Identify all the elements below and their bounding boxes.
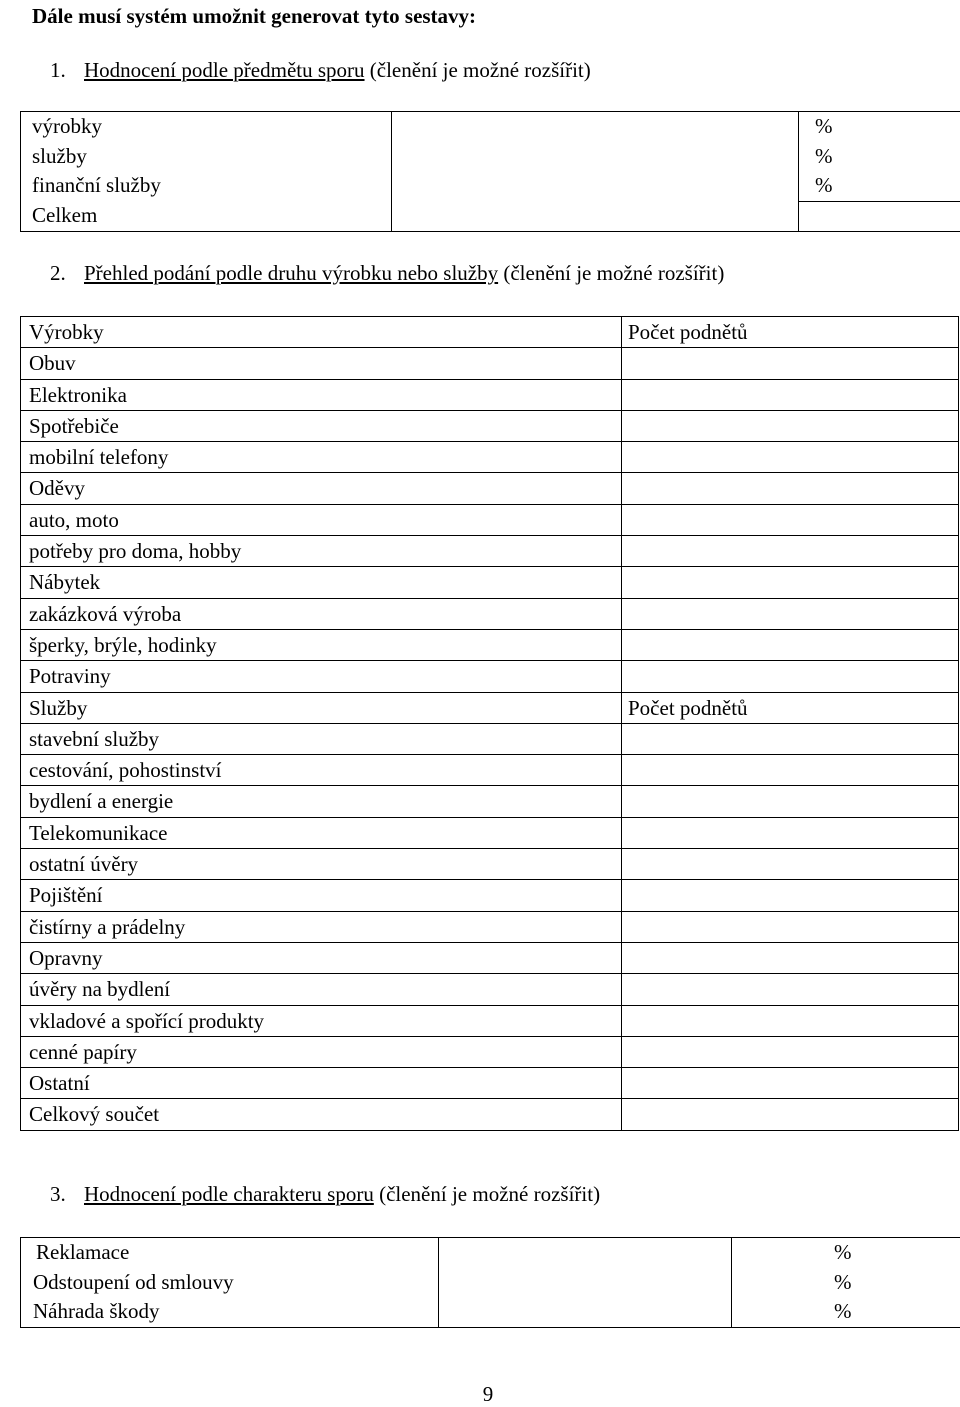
table-row xyxy=(21,142,960,172)
row-label: bydlení a energie xyxy=(21,786,622,817)
section-2-number: 2. xyxy=(50,261,66,285)
count-cell xyxy=(622,379,959,410)
table-row xyxy=(21,755,959,786)
section-3-title-underlined: Hodnocení podle charakteru sporu xyxy=(84,1182,374,1206)
count-cell xyxy=(622,1036,959,1067)
count-cell xyxy=(622,504,959,535)
table-row xyxy=(21,112,960,142)
count-cell: Počet podnětů xyxy=(622,317,959,348)
row-label: Potraviny xyxy=(21,661,622,692)
unit-cell: % xyxy=(732,1238,960,1268)
count-cell xyxy=(622,348,959,379)
section-1-title xyxy=(50,58,591,83)
section-1-title-rest: (členění je možné rozšířit) xyxy=(364,58,591,82)
row-label: finanční služby xyxy=(21,171,392,201)
table-row xyxy=(21,661,959,692)
page-number: 9 xyxy=(482,1382,494,1406)
row-label: Elektronika xyxy=(21,379,622,410)
count-cell xyxy=(622,598,959,629)
table-row xyxy=(21,536,959,567)
count-cell: Počet podnětů xyxy=(622,692,959,723)
count-cell xyxy=(622,723,959,754)
row-label: zakázková výroba xyxy=(21,598,622,629)
subject-table xyxy=(20,111,960,232)
section-3-number: 3. xyxy=(50,1182,66,1206)
row-label: Opravny xyxy=(21,942,622,973)
row-label: Oděvy xyxy=(21,473,622,504)
row-label: Pojištění xyxy=(21,880,622,911)
table-row xyxy=(21,171,960,201)
count-cell xyxy=(622,473,959,504)
table-row xyxy=(21,473,959,504)
table-row xyxy=(21,1238,960,1268)
table-row xyxy=(21,1036,959,1067)
table-row xyxy=(21,786,959,817)
table-row xyxy=(21,348,959,379)
count-cell xyxy=(622,442,959,473)
table-row xyxy=(21,723,959,754)
section-3-title xyxy=(50,1182,600,1207)
table-row xyxy=(21,942,959,973)
unit-cell: % xyxy=(799,112,960,142)
table-row xyxy=(21,567,959,598)
row-label: vkladové a spořící produkty xyxy=(21,1005,622,1036)
count-cell xyxy=(622,629,959,660)
row-label: potřeby pro doma, hobby xyxy=(21,536,622,567)
row-label: Služby xyxy=(21,692,622,723)
section-1-number: 1. xyxy=(50,58,66,82)
section-2-title xyxy=(50,261,724,286)
unit-cell: % xyxy=(732,1268,960,1298)
table-row xyxy=(21,1068,959,1099)
row-label: Celkem xyxy=(21,201,392,232)
count-cell xyxy=(622,911,959,942)
row-label: výrobky xyxy=(21,112,392,142)
table-row xyxy=(21,504,959,535)
dispute-character-table xyxy=(20,1237,960,1328)
row-label: ostatní úvěry xyxy=(21,849,622,880)
row-label: Celkový součet xyxy=(21,1099,622,1130)
count-cell xyxy=(622,1005,959,1036)
table-row xyxy=(21,598,959,629)
value-cell xyxy=(392,112,799,142)
section-2-title-underlined: Přehled podání podle druhu výrobku nebo služby xyxy=(84,261,499,285)
table-row xyxy=(21,410,959,441)
row-label: cestování, pohostinství xyxy=(21,755,622,786)
count-cell xyxy=(622,567,959,598)
row-label: Obuv xyxy=(21,348,622,379)
count-cell xyxy=(622,410,959,441)
row-label: služby xyxy=(21,142,392,172)
section-1-title-underlined: Hodnocení podle předmětu sporu xyxy=(84,58,365,82)
value-cell xyxy=(392,142,799,172)
section-2-title-rest: (členění je možné rozšířit) xyxy=(498,261,725,285)
row-label: čistírny a prádelny xyxy=(21,911,622,942)
unit-cell: % xyxy=(732,1297,960,1327)
unit-cell xyxy=(799,201,960,232)
value-cell xyxy=(439,1268,732,1298)
row-label: cenné papíry xyxy=(21,1036,622,1067)
row-label: Spotřebiče xyxy=(21,410,622,441)
table-row xyxy=(21,817,959,848)
row-label: Výrobky xyxy=(21,317,622,348)
count-cell xyxy=(622,849,959,880)
row-label: Nábytek xyxy=(21,567,622,598)
product-service-table xyxy=(20,316,959,1131)
count-cell xyxy=(622,880,959,911)
count-cell xyxy=(622,974,959,1005)
table-row xyxy=(21,1099,959,1130)
table-row xyxy=(21,911,959,942)
row-label: Náhrada škody xyxy=(21,1297,439,1327)
table-row xyxy=(21,849,959,880)
table-row xyxy=(21,1005,959,1036)
value-cell xyxy=(392,201,799,232)
table-row xyxy=(21,974,959,1005)
row-label: úvěry na bydlení xyxy=(21,974,622,1005)
count-cell xyxy=(622,755,959,786)
table-row xyxy=(21,629,959,660)
unit-cell: % xyxy=(799,142,960,172)
count-cell xyxy=(622,786,959,817)
row-label: stavební služby xyxy=(21,723,622,754)
row-label: mobilní telefony xyxy=(21,442,622,473)
value-cell xyxy=(392,171,799,201)
row-label: Odstoupení od smlouvy xyxy=(21,1268,439,1298)
row-label: Ostatní xyxy=(21,1068,622,1099)
section-3-title-rest: (členění je možné rozšířit) xyxy=(373,1182,601,1206)
table-row xyxy=(21,692,959,723)
table-row xyxy=(21,201,960,232)
row-label: Reklamace xyxy=(21,1238,439,1268)
row-label: šperky, brýle, hodinky xyxy=(21,629,622,660)
table-row xyxy=(21,1268,960,1298)
value-cell xyxy=(439,1238,732,1268)
count-cell xyxy=(622,817,959,848)
value-cell xyxy=(439,1297,732,1327)
unit-cell: % xyxy=(799,171,960,201)
page-heading: Dále musí systém umožnit generovat tyto sestavy: xyxy=(32,4,477,28)
count-cell xyxy=(622,536,959,567)
count-cell xyxy=(622,1068,959,1099)
row-label: Telekomunikace xyxy=(21,817,622,848)
table-row xyxy=(21,1297,960,1327)
row-label: auto, moto xyxy=(21,504,622,535)
table-row xyxy=(21,442,959,473)
table-row xyxy=(21,880,959,911)
table-row xyxy=(21,317,959,348)
count-cell xyxy=(622,942,959,973)
count-cell xyxy=(622,661,959,692)
table-row xyxy=(21,379,959,410)
count-cell xyxy=(622,1099,959,1130)
